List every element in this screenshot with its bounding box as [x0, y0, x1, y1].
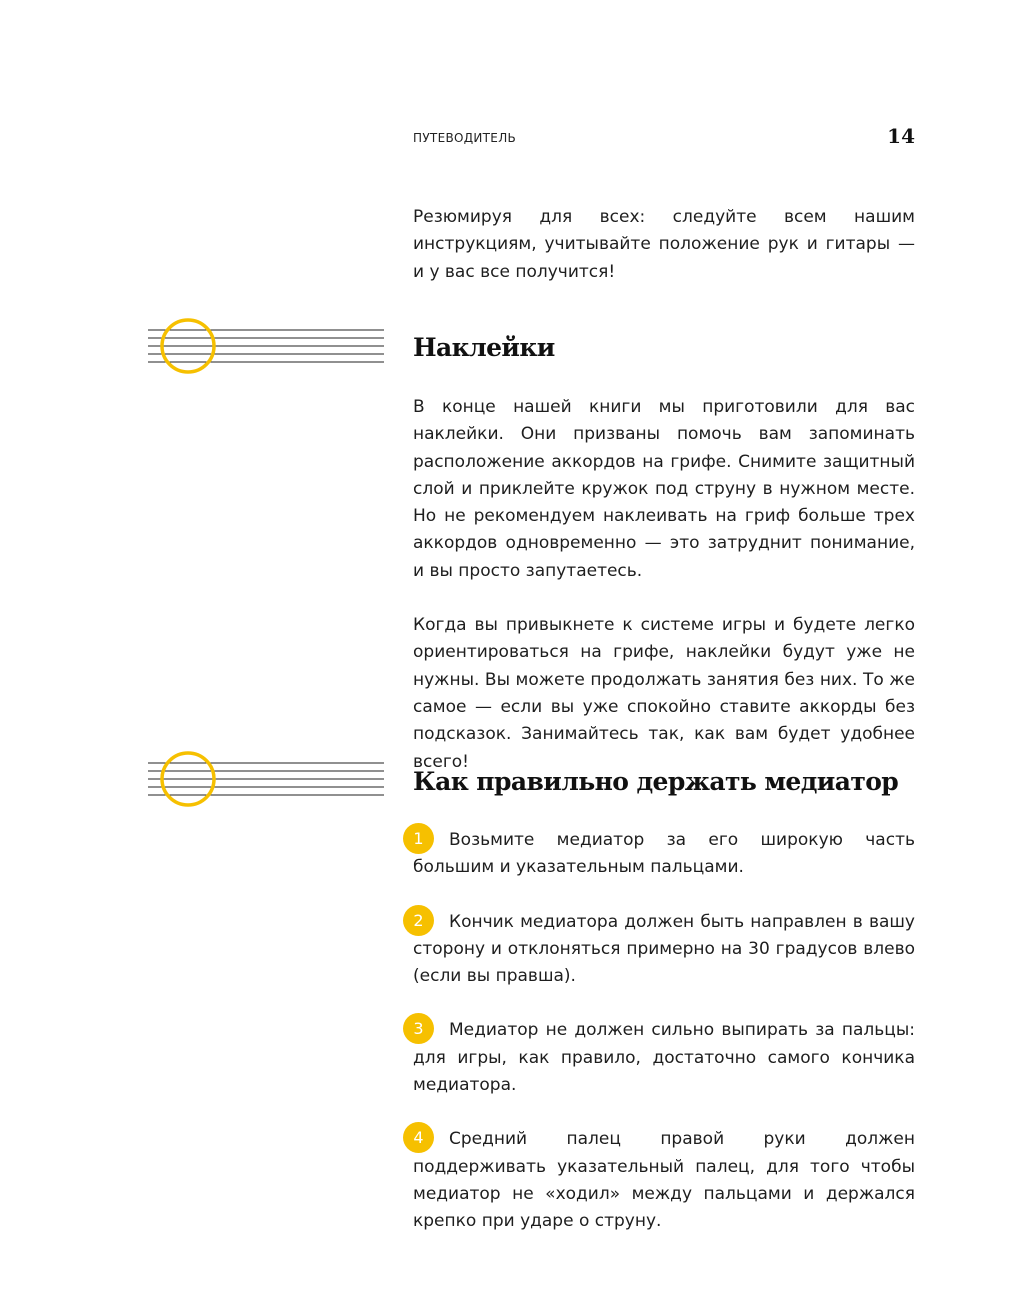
intro-text: Резюмируя для всех: следуйте всем нашим инструкциям, учитывайте положение рук и гитары — и у вас все получится! — [413, 207, 915, 282]
list-item — [413, 909, 915, 991]
section-title-stickers: Наклейки — [413, 333, 555, 362]
step-number-badge: 4 — [403, 1122, 434, 1153]
step-number-badge: 2 — [403, 905, 434, 936]
list-item — [413, 1017, 915, 1099]
stickers-paragraph-1: В конце нашей книги мы приготовили для вас наклейки. Они призваны помочь вам запоминать расположение аккордов на грифе. Снимите защитный слой и приклейте кружок под струну в нужном месте. Но не рекомендуем наклеивать на гриф больше трех аккордов одновременно — это затруднит понимание, и вы просто запутаетесь. — [413, 397, 915, 581]
section-title-pick: Как правильно держать медиатор — [413, 767, 899, 796]
step-text: Возьмите медиатор за его широкую часть большим и указательным пальцами. — [413, 830, 915, 878]
step-text: Кончик медиатора должен быть направлен в вашу сторону и отклоняться примерно на 30 градусов влево (если вы правша). — [413, 911, 915, 987]
pick-steps-list — [413, 827, 915, 1236]
list-item — [413, 827, 915, 882]
step-text: Средний палец правой руки должен поддерживать указательный палец, для того чтобы медиатор не «ходил» между пальцами и держался крепко при ударе о струну. — [413, 1129, 915, 1232]
page-number: 14 — [887, 124, 915, 148]
stickers-paragraph-2: Когда вы привыкнете к системе игры и будете легко ориентироваться на грифе, наклейки будут уже не нужны. Вы можете продолжать занятия без них. То же самое — если вы уже спокойно ставите аккорды без подсказок. Занимайтесь так, как вам будет удобнее всего! — [413, 615, 915, 772]
list-item — [413, 1126, 915, 1235]
step-number-badge: 3 — [403, 1013, 434, 1044]
running-head: ПУТЕВОДИТЕЛЬ — [413, 131, 517, 145]
step-number-badge: 1 — [403, 823, 434, 854]
intro-paragraph — [413, 204, 915, 286]
step-text: Медиатор не должен сильно выпирать за пальцы: для игры, как правило, достаточно самого кончика медиатора. — [413, 1020, 915, 1096]
music-staff-icon — [148, 749, 388, 809]
music-staff-icon — [148, 316, 388, 376]
stickers-body — [413, 394, 915, 776]
